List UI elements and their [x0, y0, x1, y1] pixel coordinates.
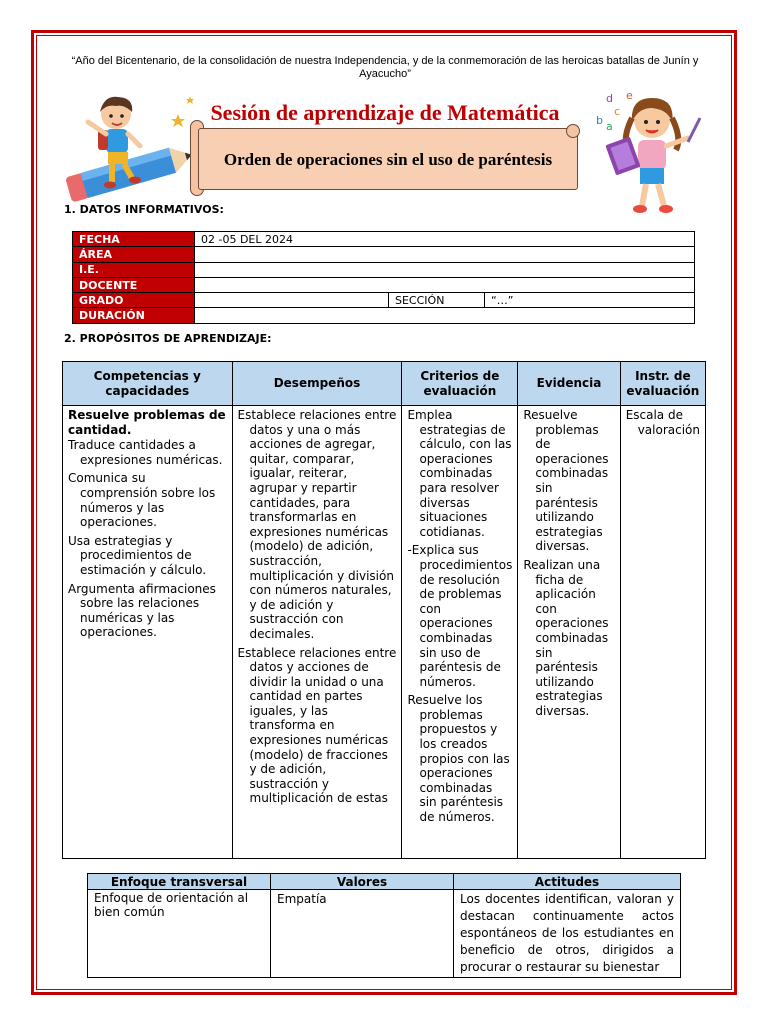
row-label: GRADO [73, 293, 195, 308]
column-header: Criterios de evaluación [402, 362, 518, 406]
column-header: Instr. de evaluación [620, 362, 705, 406]
actitud-cell: Los docentes identifican, valoran y destacan continuamente actos espontáneos de los estudiantes en beneficio de otros, dirigidos a procurar o restaurar su bienestar [454, 890, 681, 978]
evidencia-item: Resuelve problemas de operaciones combinadas sin paréntesis utilizando estrategias diversas. [523, 408, 609, 554]
instrumento-item: Escala de valoración [625, 408, 700, 437]
letter-c: c [614, 105, 621, 118]
table-row [73, 262, 695, 277]
column-header: Enfoque transversal [88, 874, 271, 890]
boy-on-pencil-illustration [60, 92, 196, 202]
criterio-item: -Explica sus procedimientos de resolución de problemas con operaciones combinadas sin uso de paréntesis de números. [407, 543, 513, 689]
table-row [88, 890, 681, 978]
column-header: Valores [271, 874, 454, 890]
row-label: DOCENTE [73, 277, 195, 292]
letter-e: e [626, 89, 633, 102]
criterios-cell [402, 406, 518, 859]
section-2-heading: 2. PROPÓSITOS DE APRENDIZAJE: [64, 332, 272, 345]
row-label: ÁREA [73, 247, 195, 262]
row-value [195, 262, 695, 277]
desempeno-item: Establece relaciones entre datos y acciones de dividir la unidad o una cantidad en partes iguales, y las transforma en expresiones numéricas (modelo) de fracciones y de adición, sustracción y multiplicación de estas [237, 645, 397, 806]
session-subtitle: Orden de operaciones sin el uso de paréntesis [223, 150, 553, 169]
evidencia-item: Realizan una ficha de aplicación con operaciones combinadas sin paréntesis utilizando estrategias diversas. [523, 557, 609, 718]
competencias-cell [63, 406, 233, 859]
desempenos-cell [232, 406, 402, 859]
page-title: Sesión de aprendizaje de Matemática [210, 100, 560, 125]
letter-b: b [596, 114, 603, 127]
section-value: “…” [485, 293, 695, 308]
letter-d: d [606, 92, 613, 105]
enfoque-cell: Enfoque de orientación al bien común [88, 890, 271, 978]
section-1-heading: 1. DATOS INFORMATIVOS: [64, 203, 224, 216]
desempeno-item: Establece relaciones entre datos y una o más acciones de agregar, quitar, comparar, igualar, reiterar, agrupar y repartir cantidades, para transformarlas en expresiones numéricas (modelo) de adición, sustracción, multiplicación y división con números naturales, y de adición y sustracción con decimales. [237, 408, 397, 641]
table-header-row [63, 362, 706, 406]
column-header: Evidencia [518, 362, 620, 406]
row-label: I.E. [73, 262, 195, 277]
propositos-table [62, 361, 706, 859]
instrumento-cell [620, 406, 705, 859]
girl-with-book-illustration [592, 88, 722, 218]
table-row [73, 247, 695, 262]
capacidad-item: Argumenta afirmaciones sobre las relaciones numéricas y las operaciones. [68, 581, 216, 640]
datos-informativos-table [72, 231, 695, 324]
scroll-right-curl [566, 124, 580, 138]
section-label: SECCIÓN [389, 293, 485, 308]
column-header: Desempeños [232, 362, 402, 406]
letter-a: a [606, 120, 613, 133]
evidencia-cell [518, 406, 620, 859]
table-header-row [88, 874, 681, 890]
row-label: DURACIÓN [73, 308, 195, 323]
row-value: 02 -05 DEL 2024 [195, 232, 695, 247]
enfoque-transversal-table [87, 873, 681, 978]
competencia-title: Resuelve problemas de cantidad. [68, 408, 226, 437]
table-row [73, 293, 695, 308]
table-row [73, 277, 695, 292]
column-header: Actitudes [454, 874, 681, 890]
capacidad-item: Usa estrategias y procedimientos de estimación y cálculo. [68, 533, 207, 577]
criterio-item: Resuelve los problemas propuestos y los creados propios con las operaciones combinadas sin paréntesis de números. [407, 693, 510, 825]
row-value [195, 308, 695, 323]
row-label: FECHA [73, 232, 195, 247]
criterio-item: Emplea estrategias de cálculo, con las operaciones combinadas para resolver diversas situaciones cotidianas. [407, 408, 512, 539]
row-value [195, 247, 695, 262]
year-motto: “Año del Bicentenario, de la consolidación de nuestra Independencia, y de la conmemoración de las heroicas batallas de Junín y Ayacucho” [71, 55, 699, 80]
valor-cell: Empatía [271, 890, 454, 978]
capacidad-item: Comunica su comprensión sobre los números y las operaciones. [68, 471, 216, 530]
capacidad-item: Traduce cantidades a expresiones numéricas. [68, 438, 223, 467]
row-value [195, 277, 695, 292]
table-row [73, 232, 695, 247]
table-row [73, 308, 695, 323]
column-header: Competencias y capacidades [63, 362, 233, 406]
row-value [195, 293, 389, 308]
table-row [63, 406, 706, 859]
